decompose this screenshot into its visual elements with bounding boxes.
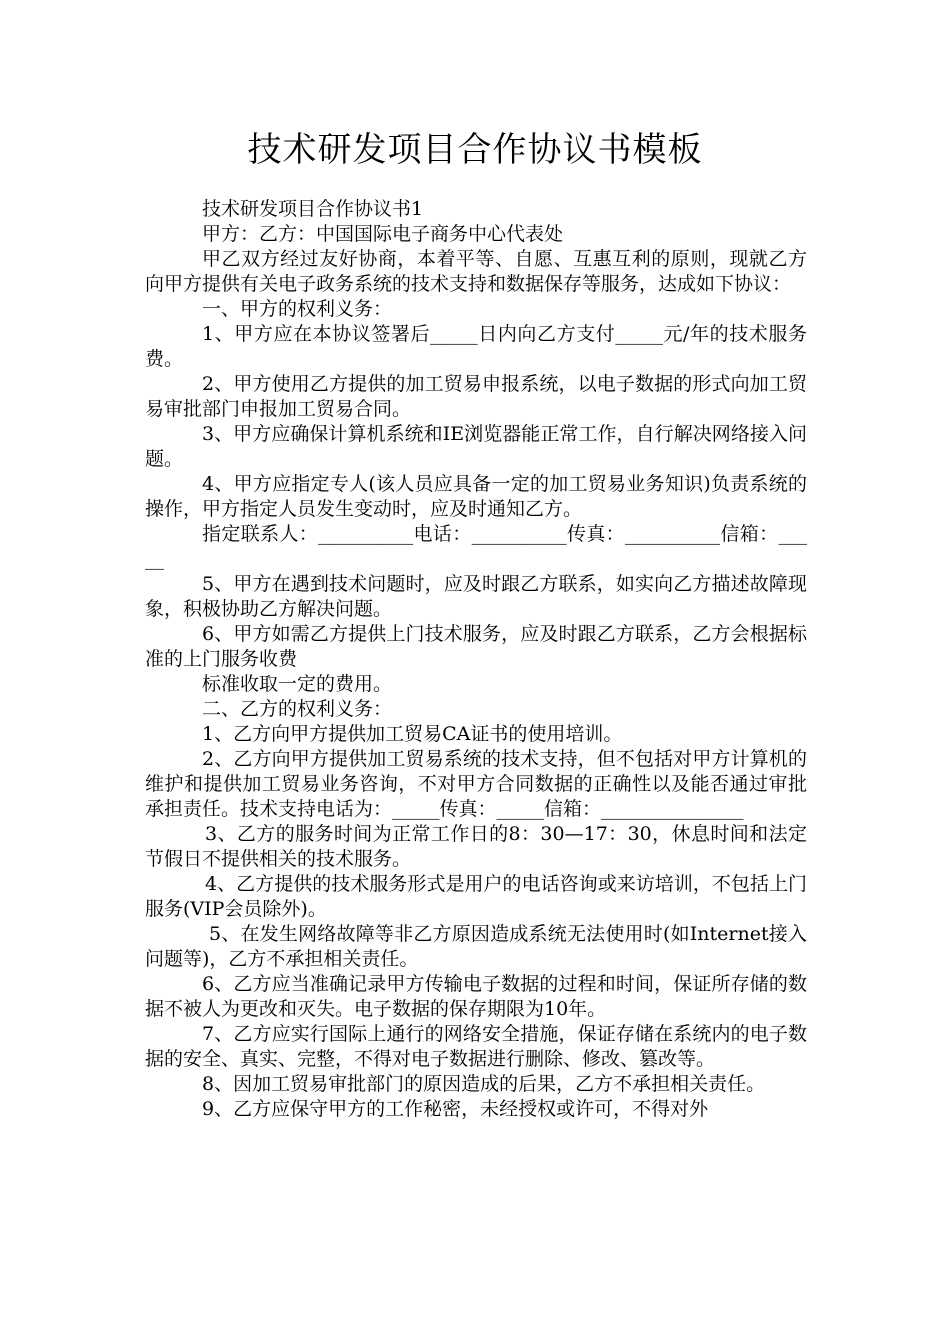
paragraph-heading: 技术研发项目合作协议书1 <box>202 198 424 220</box>
paragraph-b-1: 1、乙方向甲方提供加工贸易CA证书的使用培训。 <box>202 723 623 745</box>
document-body <box>145 197 807 1122</box>
paragraph-a-2: 2、甲方使用乙方提供的加工贸易申报系统，以电子数据的形式向加工贸易审批部门申报加工贸易合同。 <box>145 373 807 420</box>
paragraph-contact: 指定联系人：__________电话：__________传真：__________信箱：_____ <box>145 523 807 570</box>
section-heading-party-a: 一、甲方的权利义务： <box>202 298 393 320</box>
paragraph-b-4: 4、乙方提供的技术服务形式是用户的电话咨询或来访培训，不包括上门服务(VIP会员除外)。 <box>145 873 807 920</box>
paragraph-b-6: 6、乙方应当准确记录甲方传输电子数据的过程和时间，保证所存储的数据不被人为更改和灭失。电子数据的保存期限为10年。 <box>145 973 807 1020</box>
paragraph-b-8: 8、因加工贸易审批部门的原因造成的后果，乙方不承担相关责任。 <box>202 1073 766 1095</box>
paragraph-b-2: 2、乙方向甲方提供加工贸易系统的技术支持，但不包括对甲方计算机的维护和提供加工贸易业务咨询，不对甲方合同数据的正确性以及能否通过审批承担责任。技术支持电话为：_____传真：_____信箱：_______________ <box>145 748 807 820</box>
paragraph-a-6-cont: 标准收取一定的费用。 <box>202 673 393 695</box>
paragraph-a-4: 4、甲方应指定专人(该人员应具备一定的加工贸易业务知识)负责系统的操作，甲方指定人员发生变动时，应及时通知乙方。 <box>145 473 807 520</box>
paragraph-a-6: 6、甲方如需乙方提供上门技术服务，应及时跟乙方联系，乙方会根据标准的上门服务收费 <box>145 623 807 670</box>
paragraph-b-3: 3、乙方的服务时间为正常工作日的8：30—17：30，休息时间和法定节假日不提供相关的技术服务。 <box>145 823 807 870</box>
paragraph-parties: 甲方：乙方：中国国际电子商务中心代表处 <box>202 223 564 245</box>
paragraph-a-3: 3、甲方应确保计算机系统和IE浏览器能正常工作，自行解决网络接入问题。 <box>145 423 807 470</box>
document-title: 技术研发项目合作协议书模板 <box>247 130 703 170</box>
paragraph-b-7: 7、乙方应实行国际上通行的网络安全措施，保证存储在系统内的电子数据的安全、真实、完整，不得对电子数据进行删除、修改、篡改等。 <box>145 1023 807 1070</box>
paragraph-b-9: 9、乙方应保守甲方的工作秘密，未经授权或许可，不得对外 <box>202 1098 709 1120</box>
section-heading-party-b: 二、乙方的权利义务： <box>202 698 393 720</box>
paragraph-a-1: 1、甲方应在本协议签署后_____日内向乙方支付_____元/年的技术服务费。 <box>145 323 807 370</box>
paragraph-b-5: 5、在发生网络故障等非乙方原因造成系统无法使用时(如Internet接入问题等)，乙方不承担相关责任。 <box>145 923 807 970</box>
paragraph-a-5: 5、甲方在遇到技术问题时，应及时跟乙方联系，如实向乙方描述故障现象，积极协助乙方解决问题。 <box>145 573 807 620</box>
paragraph-intro: 甲乙双方经过友好协商，本着平等、自愿、互惠互利的原则，现就乙方向甲方提供有关电子政务系统的技术支持和数据保存等服务，达成如下协议： <box>145 248 807 295</box>
